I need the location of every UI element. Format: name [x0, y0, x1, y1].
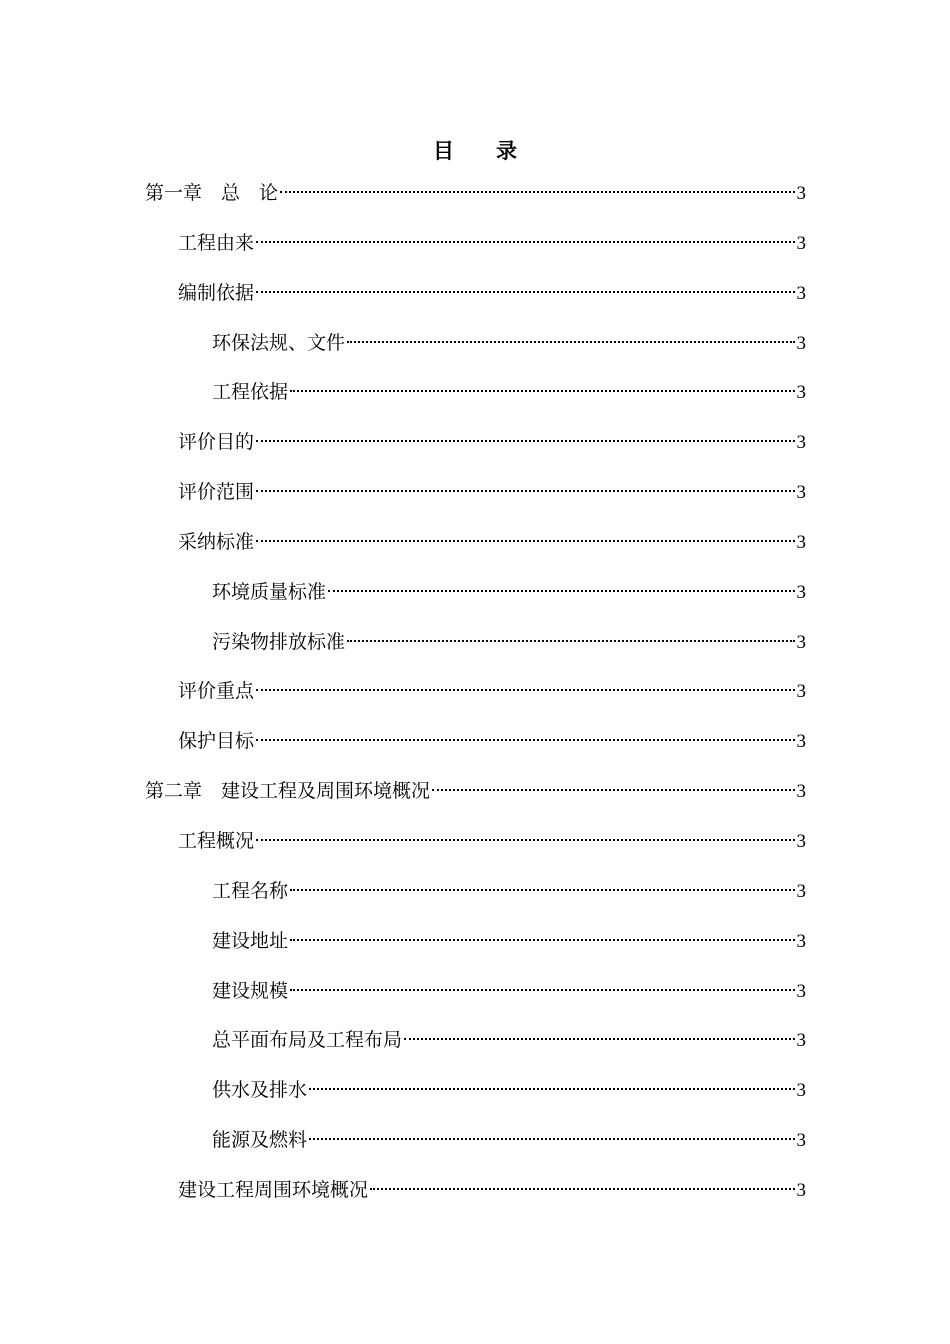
toc-entry-text: 评价范围	[178, 481, 255, 504]
toc-entry[interactable]	[145, 276, 806, 326]
toc-entry-text: 保护目标	[178, 730, 255, 753]
toc-entry[interactable]	[145, 326, 806, 376]
toc-page-number: 3	[796, 581, 806, 603]
toc-entry-text: 建设规模	[212, 979, 289, 1002]
toc-page-number: 3	[796, 1030, 806, 1052]
toc-dot-leader	[432, 789, 794, 791]
toc-page-number: 3	[796, 930, 806, 952]
toc-entry[interactable]	[145, 1173, 806, 1223]
toc-dot-leader	[290, 939, 794, 941]
toc-page-number: 3	[796, 830, 806, 852]
toc-entry-text: 供水及排水	[212, 1079, 308, 1102]
toc-page-number: 3	[796, 631, 806, 653]
toc-dot-leader	[256, 440, 794, 442]
toc-entry[interactable]	[145, 874, 806, 924]
toc-dot-leader	[256, 689, 794, 691]
toc-entry[interactable]	[145, 674, 806, 724]
toc-entry-text: 建设工程周围环境概况	[178, 1178, 369, 1201]
toc-entry[interactable]	[145, 475, 806, 525]
toc-entry-text: 评价目的	[178, 431, 255, 454]
toc-dot-leader	[256, 739, 794, 741]
toc-entry-text: 能源及燃料	[212, 1129, 308, 1152]
toc-page-number: 3	[796, 1179, 806, 1201]
toc-page-number: 3	[796, 482, 806, 504]
toc-dot-leader	[256, 839, 794, 841]
toc-entry-text: 污染物排放标准	[212, 630, 346, 653]
toc-page-number: 3	[796, 282, 806, 304]
toc-entry[interactable]	[145, 774, 806, 824]
toc-entry-text: 工程概况	[178, 829, 255, 852]
toc-list	[145, 176, 806, 1223]
toc-dot-leader	[347, 640, 794, 642]
toc-entry-text: 建设地址	[212, 929, 289, 952]
toc-entry[interactable]	[145, 1123, 806, 1173]
toc-dot-leader	[347, 341, 794, 343]
toc-dot-leader	[256, 291, 794, 293]
toc-entry-text: 工程依据	[212, 381, 289, 404]
toc-entry[interactable]	[145, 375, 806, 425]
toc-entry[interactable]	[145, 525, 806, 575]
toc-entry[interactable]	[145, 1023, 806, 1073]
toc-page-number: 3	[796, 1130, 806, 1152]
toc-entry-text: 工程由来	[178, 231, 255, 254]
toc-entry[interactable]	[145, 824, 806, 874]
toc-entry-text: 第二章 建设工程及周围环境概况	[145, 780, 431, 803]
toc-entry-text: 编制依据	[178, 281, 255, 304]
toc-dot-leader	[290, 889, 794, 891]
toc-page-number: 3	[796, 681, 806, 703]
toc-dot-leader	[256, 241, 794, 243]
toc-dot-leader	[309, 1088, 794, 1090]
toc-page-number: 3	[796, 332, 806, 354]
toc-entry[interactable]	[145, 724, 806, 774]
toc-dot-leader	[280, 191, 794, 193]
toc-entry-text: 环保法规、文件	[212, 331, 346, 354]
toc-entry[interactable]	[145, 924, 806, 974]
toc-page-number: 3	[796, 382, 806, 404]
toc-page-number: 3	[796, 731, 806, 753]
toc-dot-leader	[370, 1188, 794, 1190]
toc-page-number: 3	[796, 183, 806, 204]
toc-entry-text: 工程名称	[212, 879, 289, 902]
toc-dot-leader	[404, 1038, 794, 1040]
toc-entry[interactable]	[145, 226, 806, 276]
toc-entry-text: 环境质量标准	[212, 580, 327, 603]
toc-entry-text: 采纳标准	[178, 530, 255, 553]
toc-entry[interactable]	[145, 176, 806, 226]
toc-dot-leader	[256, 490, 794, 492]
toc-page-number: 3	[796, 880, 806, 902]
toc-entry[interactable]	[145, 625, 806, 675]
toc-page-number: 3	[796, 1080, 806, 1102]
toc-dot-leader	[290, 390, 794, 392]
toc-page-number: 3	[796, 232, 806, 254]
toc-entry-text: 总平面布局及工程布局	[212, 1029, 403, 1052]
toc-dot-leader	[290, 989, 794, 991]
toc-page-number: 3	[796, 432, 806, 454]
toc-dot-leader	[309, 1138, 794, 1140]
toc-dot-leader	[256, 540, 794, 542]
toc-entry[interactable]	[145, 974, 806, 1024]
toc-page-number: 3	[796, 531, 806, 553]
toc-entry[interactable]	[145, 575, 806, 625]
toc-entry-text: 第一章 总 论	[145, 182, 279, 204]
toc-entry[interactable]	[145, 1073, 806, 1123]
toc-entry-text: 评价重点	[178, 680, 255, 703]
toc-dot-leader	[328, 590, 794, 592]
toc-page-number: 3	[796, 980, 806, 1002]
toc-title: 目 录	[433, 138, 528, 163]
toc-entry[interactable]	[145, 425, 806, 475]
toc-page-number: 3	[796, 781, 806, 803]
